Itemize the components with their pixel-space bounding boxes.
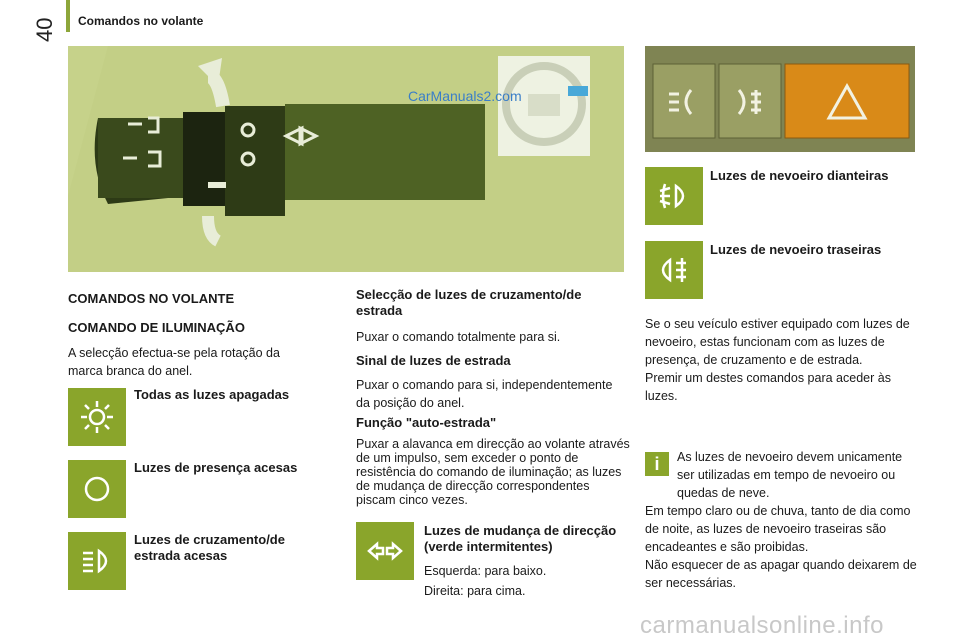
headlights-icon-box — [68, 532, 126, 590]
circle-icon — [77, 469, 117, 509]
info-icon: i — [645, 452, 669, 476]
section-dipped-main-text: Puxar o comando totalmente para si. — [356, 330, 561, 344]
stalk-illustration — [68, 46, 624, 272]
section-dipped-main: Selecção de luzes de cruzamento/de estrada — [356, 287, 582, 318]
section-flash-text: Puxar o comando para si, independentemente da posição do anel. — [356, 378, 613, 410]
indicator-icon-box — [356, 522, 414, 580]
rear-fog-label: Luzes de nevoeiro traseiras — [710, 242, 882, 257]
watermark-text: CarManuals2.com — [408, 88, 522, 104]
rear-fog-icon-box — [645, 241, 703, 299]
info-text: As luzes de nevoeiro devem unicamente ser utilizadas em tempo de nevoeiro ou quedas de neve. — [677, 450, 903, 500]
page-header: Comandos no volante — [78, 14, 204, 28]
fog-buttons-illustration — [645, 46, 915, 152]
front-fog-icon — [654, 176, 694, 216]
front-fog-icon-box — [645, 167, 703, 225]
fog-para-4: Não esquecer de as apagar quando deixarem de ser necessárias. — [645, 558, 917, 590]
sidelights-icon-box — [68, 460, 126, 518]
section-subtitle: COMANDO DE ILUMINAÇÃO — [68, 320, 245, 335]
section-motorway: Função "auto-estrada" — [356, 415, 497, 430]
sun-icon — [77, 397, 117, 437]
indicator-arrows-icon — [365, 531, 405, 571]
section-motorway-text: Puxar a alavanca em direcção ao volante através de um impulso, sem exceder o ponto de resistência do comando de iluminação; as luzes de mudança de direcção correspondentes piscam cinco vezes. — [356, 437, 630, 507]
indicator-title: Luzes de mudança de direcção (verde intermitentes) — [424, 523, 617, 554]
page-number: 40 — [32, 17, 57, 42]
item-headlights: Luzes de cruzamento/de estrada acesas — [134, 532, 285, 563]
front-fog-label: Luzes de nevoeiro dianteiras — [710, 168, 889, 183]
section-title: COMANDOS NO VOLANTE — [68, 291, 235, 306]
indicator-right: Direita: para cima. — [424, 584, 526, 598]
footer-watermark: carmanualsonline.info — [640, 612, 884, 639]
lights-off-icon-box — [68, 388, 126, 446]
rear-fog-icon — [654, 250, 694, 290]
indicator-left: Esquerda: para baixo. — [424, 564, 547, 578]
fog-para-1: Se o seu veículo estiver equipado com luzes de nevoeiro, estas funcionam com as luzes de presença, de cruzamento e de estrada. — [645, 317, 910, 367]
section-flash: Sinal de luzes de estrada — [356, 353, 511, 368]
fog-para-2: Premir um destes comandos para aceder às luzes. — [645, 371, 891, 403]
intro-text: A selecção efectua-se pela rotação da marca branca do anel. — [68, 346, 280, 378]
item-sidelights: Luzes de presença acesas — [134, 460, 298, 475]
fog-para-3: Em tempo claro ou de chuva, tanto de dia como de noite, as luzes de nevoeiro traseiras são encadeantes e são proibidas. — [645, 504, 911, 554]
headlight-icon — [77, 541, 117, 581]
header-bar — [66, 0, 70, 32]
item-lights-off: Todas as luzes apagadas — [134, 387, 290, 402]
